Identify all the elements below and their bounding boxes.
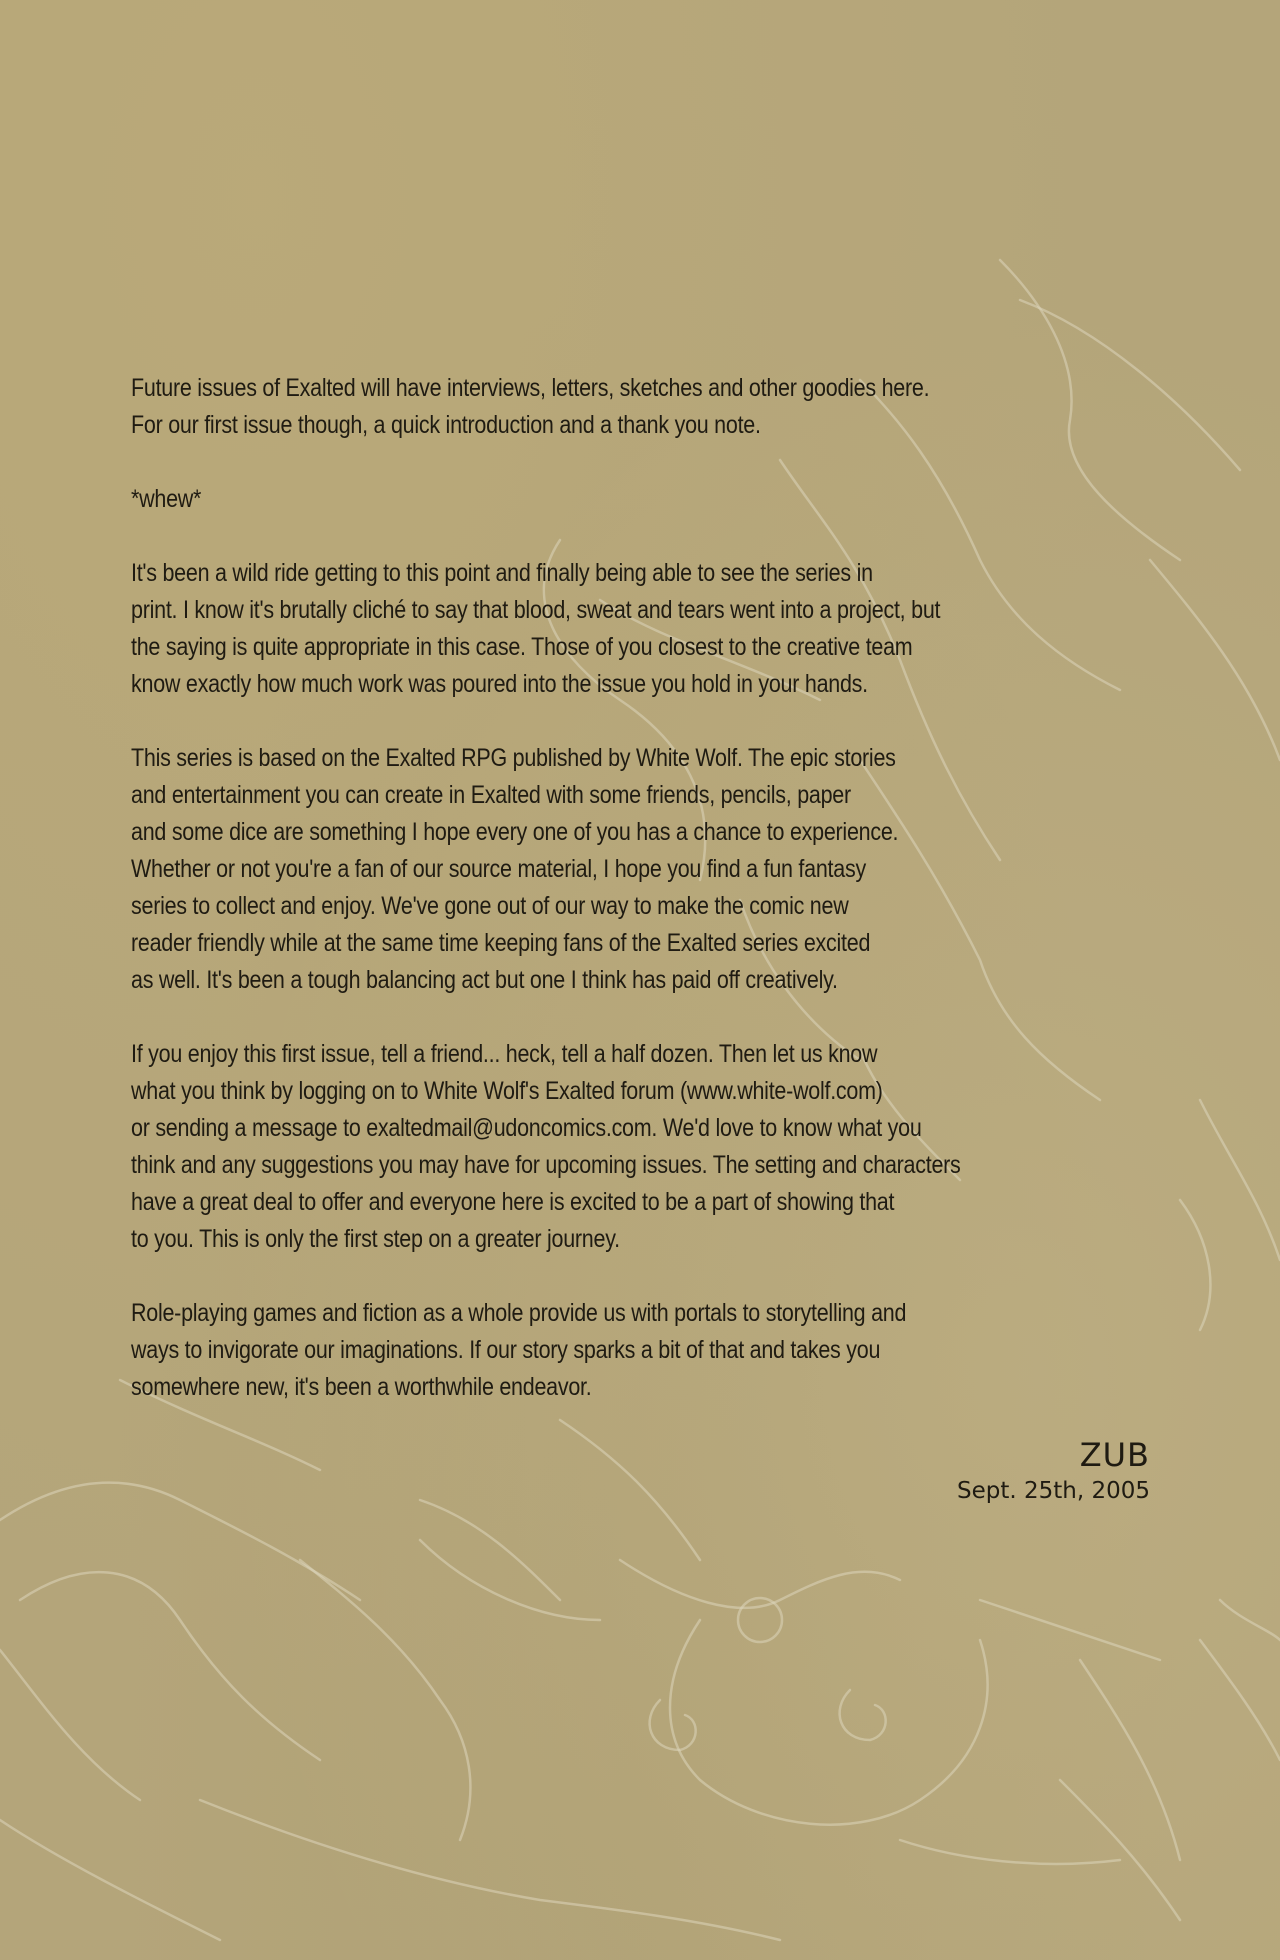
letter-body (131, 370, 1151, 1443)
line: know exactly how much work was poured into the issue you hold in your hands. (131, 670, 868, 698)
line: *whew* (131, 485, 202, 513)
line: For our first issue though, a quick introduction and a thank you note. (131, 411, 761, 439)
line: what you think by logging on to White Wolf's Exalted forum (www.white-wolf.com) (131, 1077, 883, 1105)
paragraph-role-playing (131, 1295, 1151, 1406)
paragraph-series-based (131, 740, 1151, 999)
line: ways to invigorate our imaginations. If our story sparks a bit of that and takes you (131, 1336, 881, 1364)
line: somewhere new, it's been a worthwhile endeavor. (131, 1373, 592, 1401)
line: to you. This is only the first step on a greater journey. (131, 1225, 620, 1253)
paragraph-intro (131, 370, 1151, 444)
line: reader friendly while at the same time keeping fans of the Exalted series excited (131, 929, 871, 957)
line: Role-playing games and fiction as a whole provide us with portals to storytelling and (131, 1299, 907, 1327)
paragraph-wild-ride (131, 555, 1151, 703)
line: and some dice are something I hope every one of you has a chance to experience. (131, 818, 899, 846)
line: and entertainment you can create in Exalted with some friends, pencils, paper (131, 781, 851, 809)
paragraph-whew (131, 481, 1151, 518)
line: series to collect and enjoy. We've gone out of our way to make the comic new (131, 892, 849, 920)
line: think and any suggestions you may have for upcoming issues. The setting and characters (131, 1151, 961, 1179)
line: print. I know it's brutally cliché to say that blood, sweat and tears went into a project, but (131, 596, 941, 624)
line: Whether or not you're a fan of our source material, I hope you find a fun fantasy (131, 855, 866, 883)
signature-block (957, 1435, 1150, 1507)
line: Future issues of Exalted will have interviews, letters, sketches and other goodies here. (131, 374, 930, 402)
line: have a great deal to offer and everyone here is excited to be a part of showing that (131, 1188, 895, 1216)
line: or sending a message to exaltedmail@udoncomics.com. We'd love to know what you (131, 1114, 922, 1142)
line: It's been a wild ride getting to this point and finally being able to see the series in (131, 559, 873, 587)
paragraph-tell-a-friend (131, 1036, 1151, 1258)
line: This series is based on the Exalted RPG published by White Wolf. The epic stories (131, 744, 896, 772)
signature-name: ZUB (1079, 1436, 1150, 1474)
line: as well. It's been a tough balancing act but one I think has paid off creatively. (131, 966, 838, 994)
signature-date: Sept. 25th, 2005 (956, 1478, 1150, 1504)
line: If you enjoy this first issue, tell a friend... heck, tell a half dozen. Then let us know (131, 1040, 878, 1068)
line: the saying is quite appropriate in this case. Those of you closest to the creative team (131, 633, 913, 661)
